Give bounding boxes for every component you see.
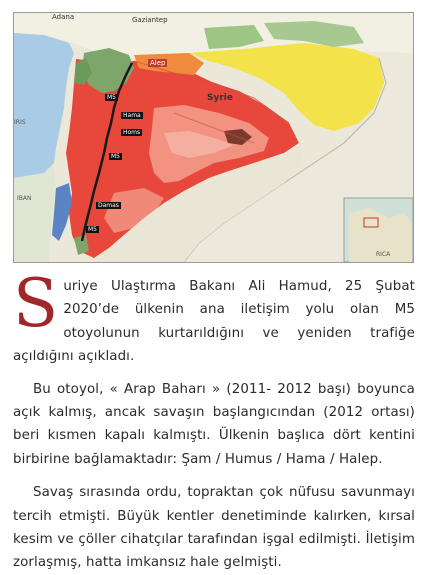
paragraph-1-text: uriye Ulaştırma Bakanı Ali Hamud, 25 Şubat 2020’de ülkenin ana iletişim yolu olan M5 otoyolunun kurtarıldığını ve yeniden trafiğe açıldığını açıkladı.	[13, 279, 415, 365]
map-label-rica: RICA	[376, 251, 391, 258]
map-label-syrie: Syrie	[207, 93, 233, 103]
map-label-liban: IBAN	[17, 195, 32, 202]
syria-map	[13, 12, 414, 263]
map-graphic	[14, 13, 413, 262]
map-label-m5-top: M5	[107, 94, 116, 101]
map-label-iris: IRIS	[14, 119, 26, 126]
map-label-hama: Hama	[123, 112, 141, 119]
paragraph-1	[13, 265, 415, 369]
drop-cap: S	[13, 265, 59, 342]
map-label-homs: Homs	[123, 129, 141, 136]
map-label-damas: Damas	[98, 202, 119, 209]
map-label-adana: Adana	[52, 13, 75, 21]
article-body	[13, 265, 415, 575]
map-label-gaziantep: Gaziantep	[132, 16, 168, 24]
paragraph-3: Savaş sırasında ordu, topraktan çok nüfusu savunmayı tercih etmişti. Büyük kentler denetiminde kalırken, kırsal kesim ve çöller cihatçılar tarafından işgal edilmişti. İletişim zorlaşmış, hatta imkansız hale gelmişti.	[13, 485, 415, 571]
map-label-m5-mid: M5	[111, 153, 120, 160]
map-label-m5-bottom: M5	[88, 226, 97, 233]
paragraph-2: Bu otoyol, « Arap Baharı » (2011- 2012 başı) boyunca açık kalmış, ancak savaşın başlangıcından (2012 ortası) beri kısmen kapalı kalmıştı. Ülkenin başlıca dört kentini birbirine bağlamaktadır: Şam / Humus / Hama / Halep.	[13, 381, 415, 467]
map-label-alep: Alep	[150, 59, 166, 67]
